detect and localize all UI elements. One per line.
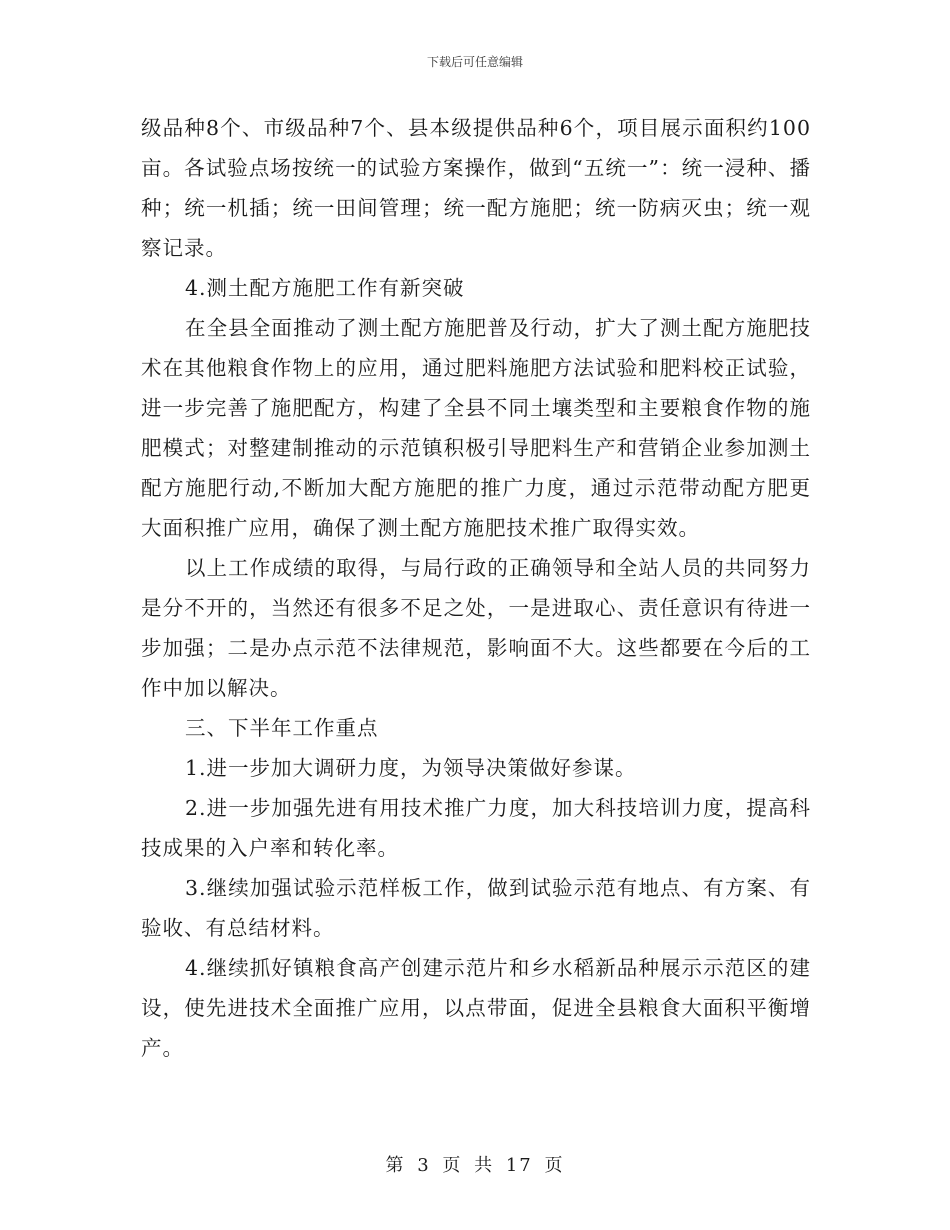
list-item-priority-1: 1.进一步加大调研力度，为领导决策做好参谋。 <box>185 756 637 780</box>
list-item-priority-4: 4.继续抓好镇粮食高产创建示范片和乡水稻新品种展示示范区的建设，使先进技术全面推广应用，以点带面，促进全县粮食大面积平衡增产。 <box>141 956 811 1060</box>
paragraph-soil-testing: 在全县全面推动了测土配方施肥普及行动，扩大了测土配方施肥技术在其他粮食作物上的应用，通过肥料施肥方法试验和肥料校正试验，进一步完善了施肥配方，构建了全县不同土壤类型和主要粮食作物的施肥模式；对整建制推动的示范镇积极引导肥料生产和营销企业参加测土配方施肥行动,不断加大配方施肥的推广力度，通过示范带动配方肥更大面积推广应用，确保了测土配方施肥技术推广取得实效。 <box>141 316 811 540</box>
document-body <box>141 108 811 1068</box>
paragraph-continuation: 级品种8个、市级品种7个、县本级提供品种6个，项目展示面积约100亩。各试验点场按统一的试验方案操作，做到“五统一”：统一浸种、播种；统一机插；统一田间管理；统一配方施肥；统一防病灭虫；统一观察记录。 <box>141 116 811 260</box>
list-item-priority-2: 2.进一步加强先进有用技术推广力度，加大科技培训力度，提高科技成果的入户率和转化率。 <box>141 796 811 860</box>
section-heading-second-half-priorities: 三、下半年工作重点 <box>185 716 379 740</box>
page-header: 下载后可任意编辑 <box>426 55 523 69</box>
page-number-footer: 第 3 页 共 17 页 <box>385 1155 565 1176</box>
section-heading-soil-testing: 4.测土配方施肥工作有新突破 <box>185 276 465 300</box>
list-item-priority-3: 3.继续加强试验示范样板工作，做到试验示范有地点、有方案、有验收、有总结材料。 <box>141 876 811 940</box>
paragraph-achievements-summary: 以上工作成绩的取得，与局行政的正确领导和全站人员的共同努力是分不开的，当然还有很多不足之处，一是进取心、责任意识有待进一步加强；二是办点示范不法律规范，影响面不大。这些都要在今后的工作中加以解决。 <box>141 556 811 700</box>
